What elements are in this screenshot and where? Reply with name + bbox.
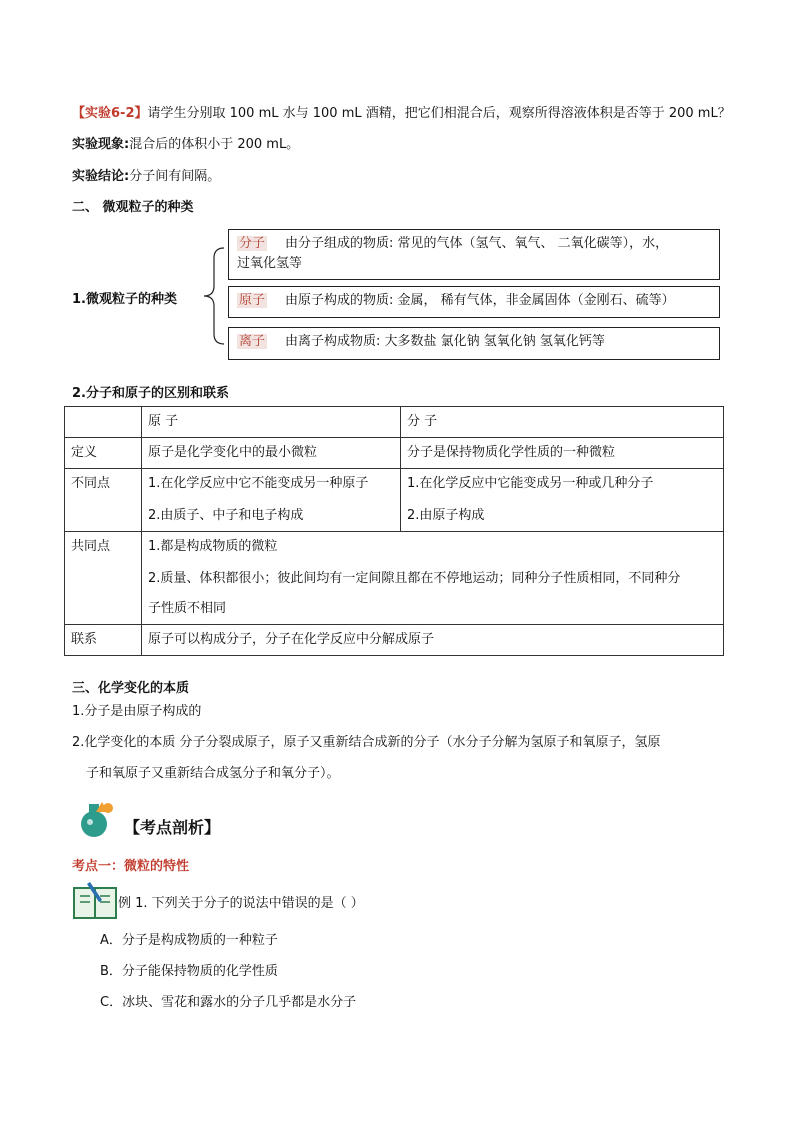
table-cell bbox=[65, 407, 142, 438]
cell-line: 2.由质子、中子和电子构成 bbox=[148, 508, 304, 523]
link-text: 原子可以构成分子，分子在化学反应中分解成原子 bbox=[142, 625, 724, 656]
phenomenon-text: 混合后的体积小于 200 mL。 bbox=[129, 137, 300, 152]
table-row bbox=[65, 625, 724, 656]
book-icon bbox=[72, 880, 118, 920]
essence-item-2-cont: 子和氧原子又重新结合成氢分子和氧分子）。 bbox=[86, 766, 340, 781]
differences-atom bbox=[142, 469, 401, 532]
flask-icon bbox=[72, 798, 122, 838]
phenomenon-line bbox=[72, 133, 299, 152]
row-label-common: 共同点 bbox=[65, 532, 142, 625]
experiment-tag: 【实验6-2】 bbox=[72, 106, 148, 121]
cell-line: 2.由原子构成 bbox=[407, 508, 485, 523]
box-text-atom: 由原子构成的物质: 金属， 稀有气体，非金属固体（金刚石、硫等） bbox=[285, 293, 675, 308]
box-text-molecule: 由分子组成的物质: 常见的气体（氢气、氧气、 二氧化碳等），水， bbox=[285, 236, 669, 251]
brace-label: 1.微观粒子的种类 bbox=[72, 292, 177, 307]
particle-box-ion bbox=[228, 327, 720, 360]
essence-item-2: 2.化学变化的本质 分子分裂成原子，原子又重新结合成新的分子（水分子分解为氢原子和氧原子，氢原 bbox=[72, 735, 661, 750]
example-question: 例 1. 下列关于分子的说法中错误的是（ ） bbox=[118, 896, 364, 911]
conclusion-line bbox=[72, 165, 220, 184]
term-atom: 原子 bbox=[239, 293, 266, 308]
kaodian-heading: 考点一：微粒的特性 bbox=[72, 859, 190, 874]
term-ion: 离子 bbox=[239, 334, 266, 349]
particle-box-atom bbox=[228, 286, 720, 318]
definition-atom: 原子是化学变化中的最小微粒 bbox=[142, 438, 401, 469]
row-label-definition: 定义 bbox=[65, 438, 142, 469]
particle-box-molecule bbox=[228, 229, 720, 280]
option-c: C．冰块、雪花和露水的分子几乎都是水分子 bbox=[100, 995, 357, 1010]
comparison-table bbox=[64, 406, 724, 656]
table-header-molecule: 分 子 bbox=[401, 407, 724, 438]
table-row bbox=[65, 407, 724, 438]
section-heading-particles: 二、 微观粒子的种类 bbox=[72, 200, 194, 215]
option-b: B．分子能保持物质的化学性质 bbox=[100, 964, 278, 979]
row-label-differences: 不同点 bbox=[65, 469, 142, 532]
table-row bbox=[65, 532, 724, 625]
cell-line: 2.质量、体积都很小；彼此间均有一定间隙且都在不停地运动；同种分子性质相同，不同种分 bbox=[148, 571, 681, 586]
box-text-ion: 由离子构成物质: 大多数盐 氯化钠 氢氧化钠 氢氧化钙等 bbox=[285, 334, 605, 349]
table-row bbox=[65, 469, 724, 532]
term-molecule: 分子 bbox=[239, 236, 266, 251]
row-label-link: 联系 bbox=[65, 625, 142, 656]
experiment-text: 请学生分别取 100 mL 水与 100 mL 酒精，把它们相混合后，观察所得溶液体积是否等于 200 mL？ bbox=[147, 106, 731, 121]
phenomenon-label: 实验现象: bbox=[72, 137, 130, 152]
cell-line: 子性质不相同 bbox=[148, 601, 227, 616]
definition-molecule: 分子是保持物质化学性质的一种微粒 bbox=[401, 438, 724, 469]
cell-line: 1.在化学反应中它不能变成另一种原子 bbox=[148, 476, 369, 491]
cell-line: 1.在化学反应中它能变成另一种或几种分子 bbox=[407, 476, 654, 491]
box-text-molecule-2: 过氧化氢等 bbox=[237, 256, 303, 271]
brace-icon bbox=[198, 246, 228, 346]
section-heading-essence: 三、化学变化的本质 bbox=[72, 681, 190, 696]
differences-molecule bbox=[401, 469, 724, 532]
table-row bbox=[65, 438, 724, 469]
table-header-atom: 原 子 bbox=[142, 407, 401, 438]
conclusion-label: 实验结论: bbox=[72, 169, 130, 184]
analysis-title: 【考点剖析】 bbox=[124, 818, 221, 837]
experiment-line bbox=[72, 102, 731, 121]
option-a: A．分子是构成物质的一种粒子 bbox=[100, 933, 278, 948]
table-heading: 2.分子和原子的区别和联系 bbox=[72, 386, 229, 401]
essence-item-1: 1.分子是由原子构成的 bbox=[72, 704, 202, 719]
cell-line: 1.都是构成物质的微粒 bbox=[148, 539, 278, 554]
common-points bbox=[142, 532, 724, 625]
conclusion-text: 分子间有间隔。 bbox=[129, 169, 221, 184]
